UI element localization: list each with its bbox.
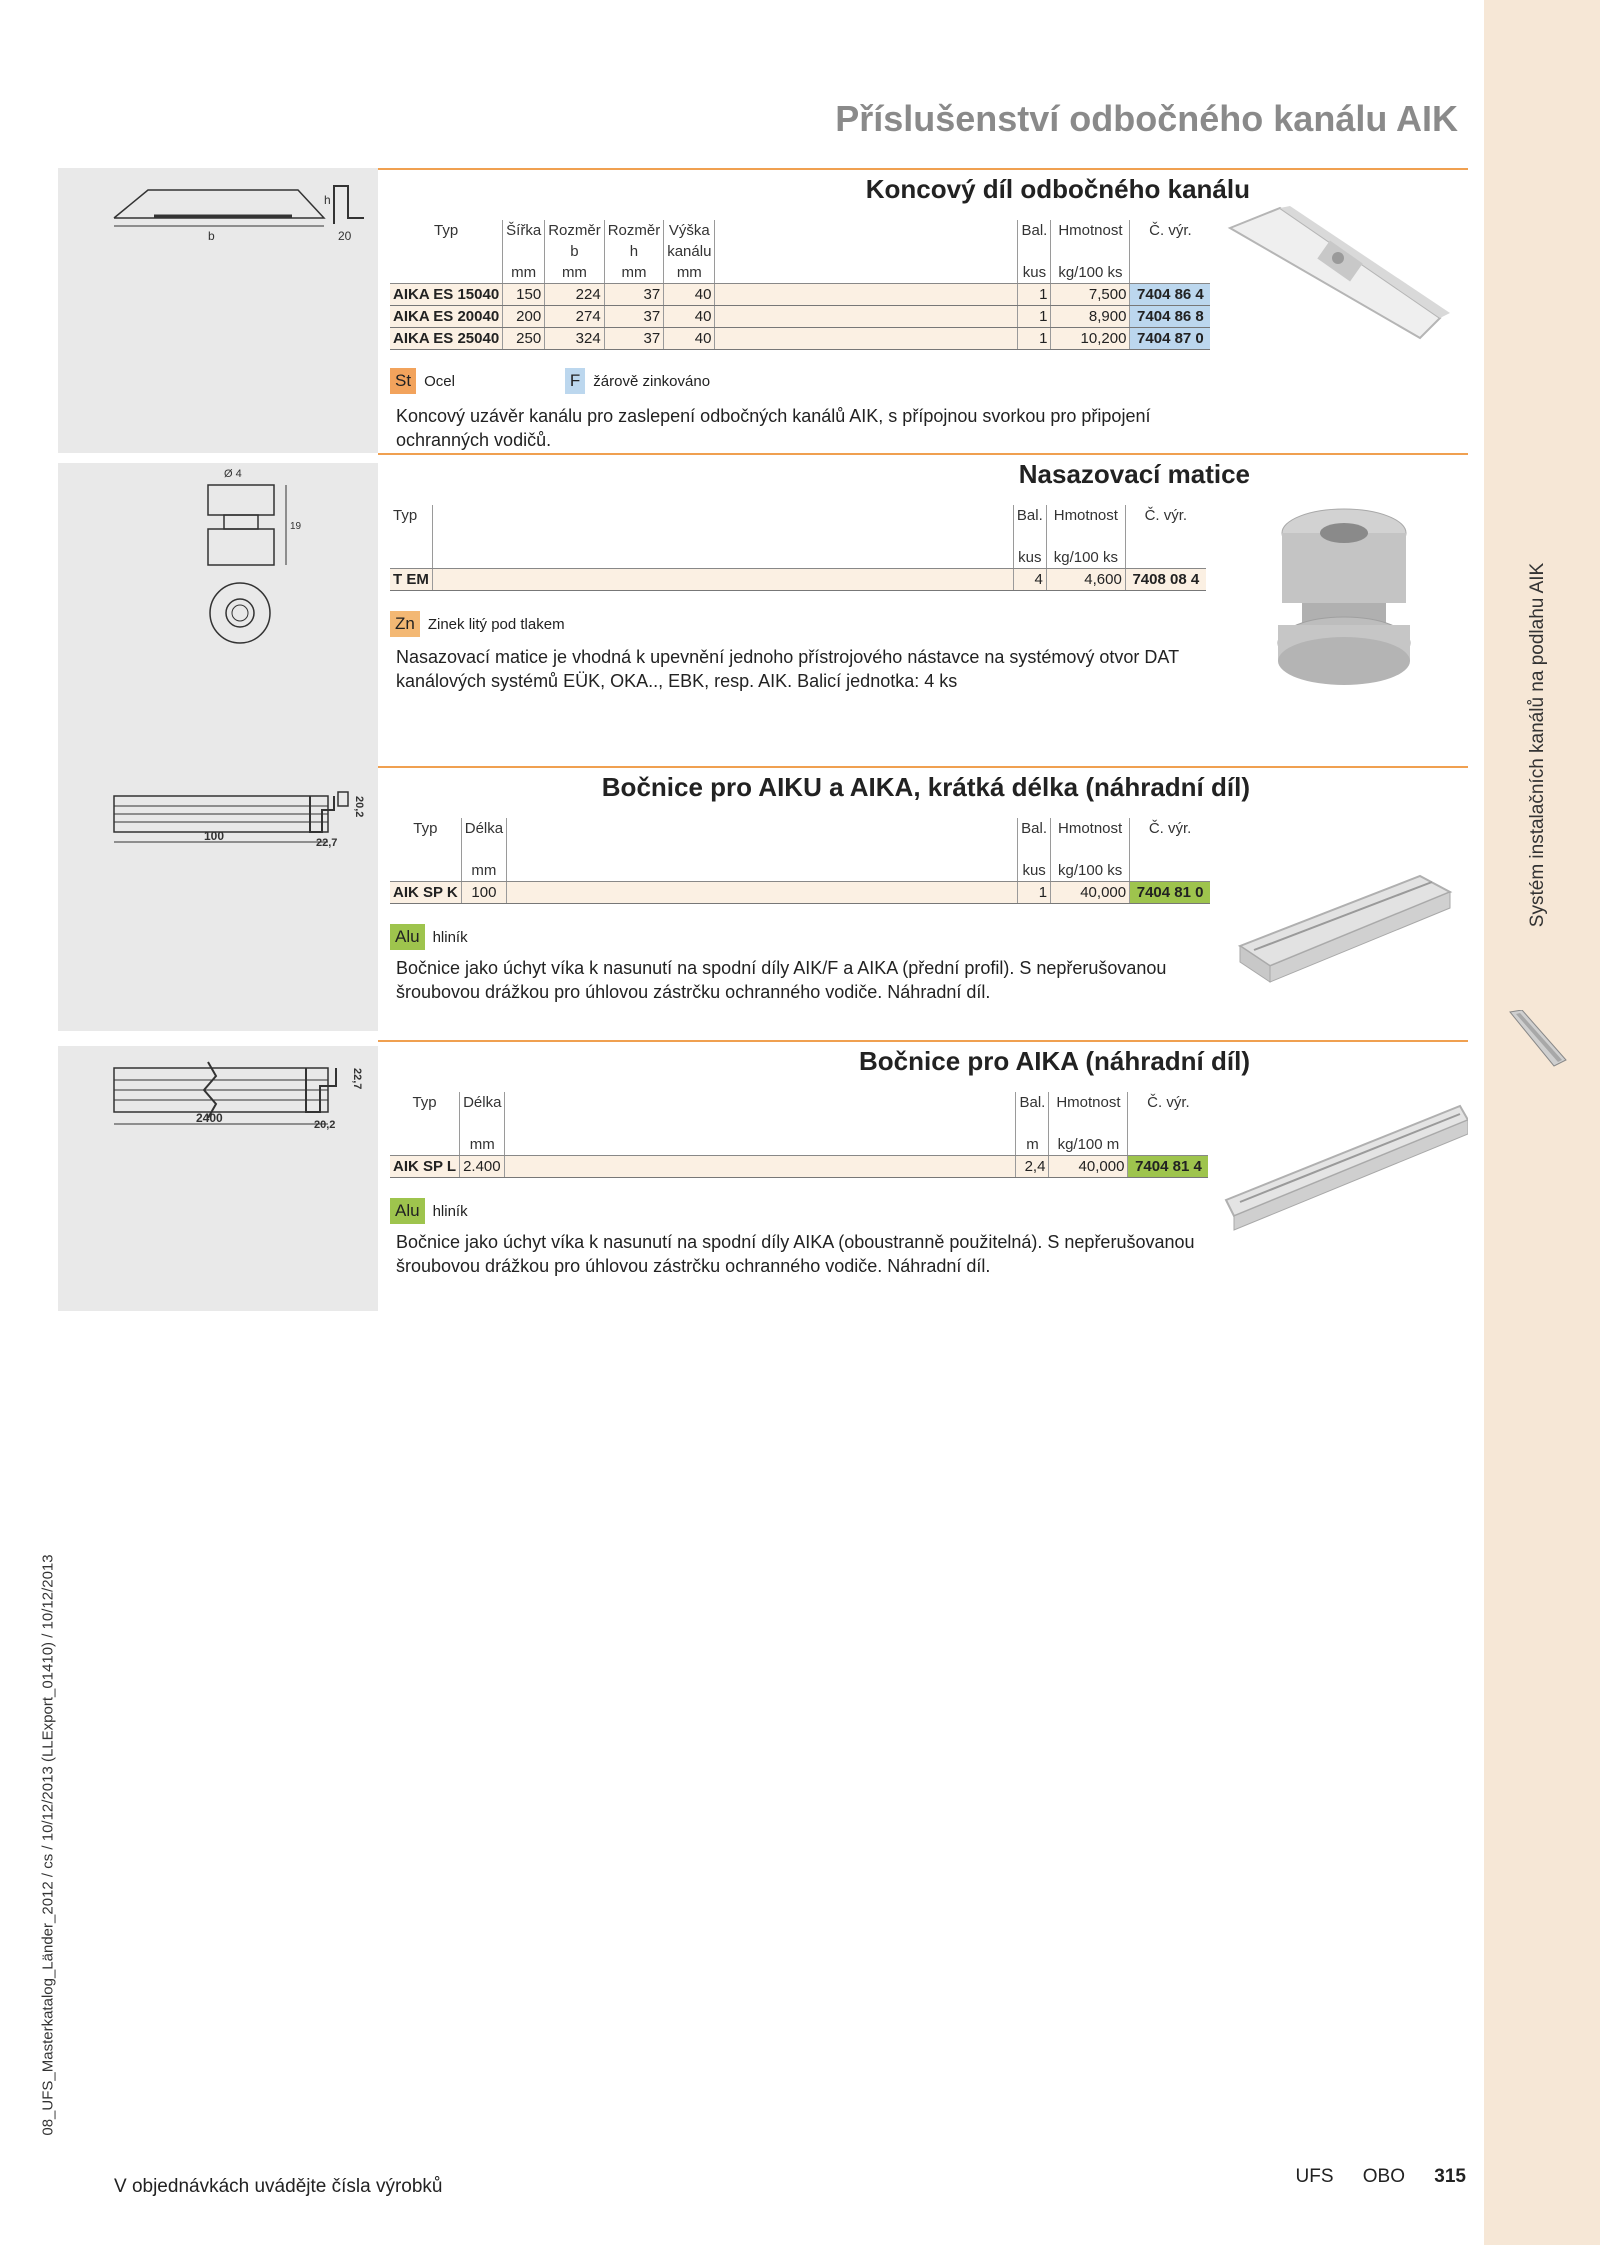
- section-divider: [378, 453, 1468, 455]
- technical-drawing: [58, 1046, 378, 1311]
- footer-obo: OBO: [1362, 2166, 1406, 2187]
- drawing-label-b: b: [208, 229, 215, 243]
- article-number: 7404 86 8: [1130, 306, 1211, 328]
- section-end-piece: [58, 168, 1468, 453]
- spec-table: Typ Délka Bal. Hmotnost Č. výr. mm m kg/100 m AIK SP L 2.400 2,4 40,000 7404 81 4: [390, 1092, 1208, 1178]
- side-panel-icon: [1220, 856, 1468, 1006]
- section-title: Bočnice pro AIKU a AIKA, krátká délka (náhradní díl): [601, 772, 1250, 802]
- product-photo: [1220, 493, 1468, 718]
- material-label: hliník: [432, 1202, 468, 1220]
- drawing-label-length: 100: [204, 829, 225, 843]
- drawing-label-height: 20,2: [353, 796, 365, 818]
- col-typ: Typ: [393, 507, 418, 524]
- article-number: 7404 81 0: [1130, 882, 1211, 904]
- drawing-label-20: 20: [338, 229, 352, 243]
- print-meta: 08_UFS_Masterkatalog_Länder_2012 / cs / 10/12/2013 (LLExport_01410) / 10/12/2013: [39, 1554, 57, 2136]
- drawing-label-height: 22,7: [351, 1068, 363, 1090]
- product-description: Koncový uzávěr kanálu pro zaslepení odbočných kanálů AIK, s přípojnou svorkou pro připojení ochranných vodičů.: [396, 406, 1151, 450]
- section-side-panel-long: [58, 1040, 1468, 1305]
- side-label: Systém instalačních kanálů na podlahu AIK: [1527, 562, 1548, 928]
- section-title: Nasazovací matice: [1018, 459, 1250, 489]
- col-typ: Typ: [412, 1094, 437, 1111]
- nut-icon: [1220, 493, 1468, 713]
- material-label: Ocel: [424, 372, 455, 390]
- drawing-label-diameter: Ø 4: [224, 468, 242, 480]
- section-divider: [378, 168, 1468, 170]
- product-photo: [1220, 1090, 1468, 1245]
- spec-table: Typ Bal. Hmotnost Č. výr. kus kg/100 ks T EM 4 4,600 7408 08 4: [390, 505, 1206, 591]
- finish-label: žárově zinkováno: [593, 372, 711, 390]
- product-photo: [1220, 188, 1468, 353]
- drawing-label-width: 20,2: [314, 1119, 336, 1131]
- table-row: T EM 4 4,600 7408 08 4: [390, 569, 1206, 591]
- table-row: AIKA ES 15040 150 224 37 40 1 7,500 7404 86 4: [390, 284, 1210, 306]
- material-code: Zn: [390, 611, 420, 637]
- footer-ufs: UFS: [1295, 2166, 1334, 2187]
- finish-code: F: [565, 368, 585, 394]
- section-divider: [378, 1040, 1468, 1042]
- article-number: 7404 86 4: [1130, 284, 1211, 306]
- page-title: Příslušenství odbočného kanálu AIK: [835, 98, 1458, 139]
- table-row: AIK SP K 100 1 40,000 7404 81 0: [390, 882, 1210, 904]
- material-code: Alu: [390, 924, 425, 950]
- drawing-label-height: 19: [290, 521, 302, 532]
- material-legend: [390, 924, 468, 950]
- material-code: St: [390, 368, 416, 394]
- rail-thumbnail-icon: [1508, 1010, 1568, 1070]
- end-piece-icon: [1220, 188, 1468, 348]
- side-band: [1484, 0, 1600, 2245]
- col-typ: Typ: [413, 820, 438, 837]
- product-description: Nasazovací matice je vhodná k upevnění jednoho přístrojového nástavce na systémový otvor DAT kanálových systémů EÜK, OKA.., EBK, resp. AIK. Balicí jednotka: 4 ks: [396, 647, 1179, 691]
- section-divider: [378, 766, 1468, 768]
- technical-drawing: [58, 463, 378, 768]
- drawing-label-width: 22,7: [316, 837, 338, 849]
- side-panel-long-icon: [1220, 1090, 1468, 1240]
- col-typ: Typ: [433, 222, 459, 239]
- section-title: Koncový díl odbočného kanálu: [865, 174, 1250, 204]
- material-legend: [390, 611, 565, 637]
- material-legend: [390, 1198, 468, 1224]
- spec-table: Typ Délka Bal. Hmotnost Č. výr. mm kus kg/100 ks AIK SP K 100 1 40,000 7404 81 0: [390, 818, 1210, 904]
- product-description: Bočnice jako úchyt víka k nasunutí na spodní díly AIKA (oboustranně použitelná). S nepřerušovanou šroubovou drážkou pro úhlovou zástrčku ochranného vodiče. Náhradní díl.: [396, 1232, 1195, 1276]
- table-row: AIKA ES 25040 250 324 37 40 1 10,200 7404 87 0: [390, 328, 1210, 350]
- section-side-panel-short: [58, 766, 1468, 1031]
- spec-table: Typ Šířka Rozměr Rozměr Výška Bal. Hmotnost Č. výr. b h kanálu mm mm mm mm kus kg/100 ks AIKA ES 15040 150 224 37 40 1 7,500 7404 86 4 AIKA ES 20040 200 274 37 40 1 8,900 7404 86 8 AIKA ES 25040 250 324 37 40 1 10,200 7404 87 0: [390, 220, 1210, 350]
- table-row: AIK SP L 2.400 2,4 40,000 7404 81 4: [390, 1156, 1208, 1178]
- drawing-label-length: 2400: [196, 1111, 223, 1125]
- footer-note: V objednávkách uvádějte čísla výrobků: [114, 2176, 443, 2197]
- article-number: 7404 87 0: [1130, 328, 1211, 350]
- footer-brand: [1272, 2166, 1467, 2188]
- product-description: Bočnice jako úchyt víka k nasunutí na spodní díly AIK/F a AIKA (přední profil). S nepřerušovanou šroubovou drážkou pro úhlovou zástrčku ochranného vodiče. Náhradní díl.: [396, 958, 1167, 1002]
- table-row: AIKA ES 20040 200 274 37 40 1 8,900 7404 86 8: [390, 306, 1210, 328]
- material-label: Zinek litý pod tlakem: [427, 615, 565, 633]
- article-number: 7408 08 4: [1125, 569, 1206, 591]
- material-label: hliník: [432, 928, 468, 946]
- page-number: 315: [1434, 2166, 1466, 2187]
- drawing-label-h: h: [324, 193, 331, 207]
- technical-drawing: [58, 766, 378, 1031]
- product-photo: [1220, 856, 1468, 1011]
- material-code: Alu: [390, 1198, 425, 1224]
- technical-drawing: [58, 168, 378, 453]
- section-nut: [58, 453, 1468, 758]
- article-number: 7404 81 4: [1128, 1156, 1209, 1178]
- material-legend: [390, 368, 710, 394]
- section-title: Bočnice pro AIKA (náhradní díl): [859, 1046, 1250, 1076]
